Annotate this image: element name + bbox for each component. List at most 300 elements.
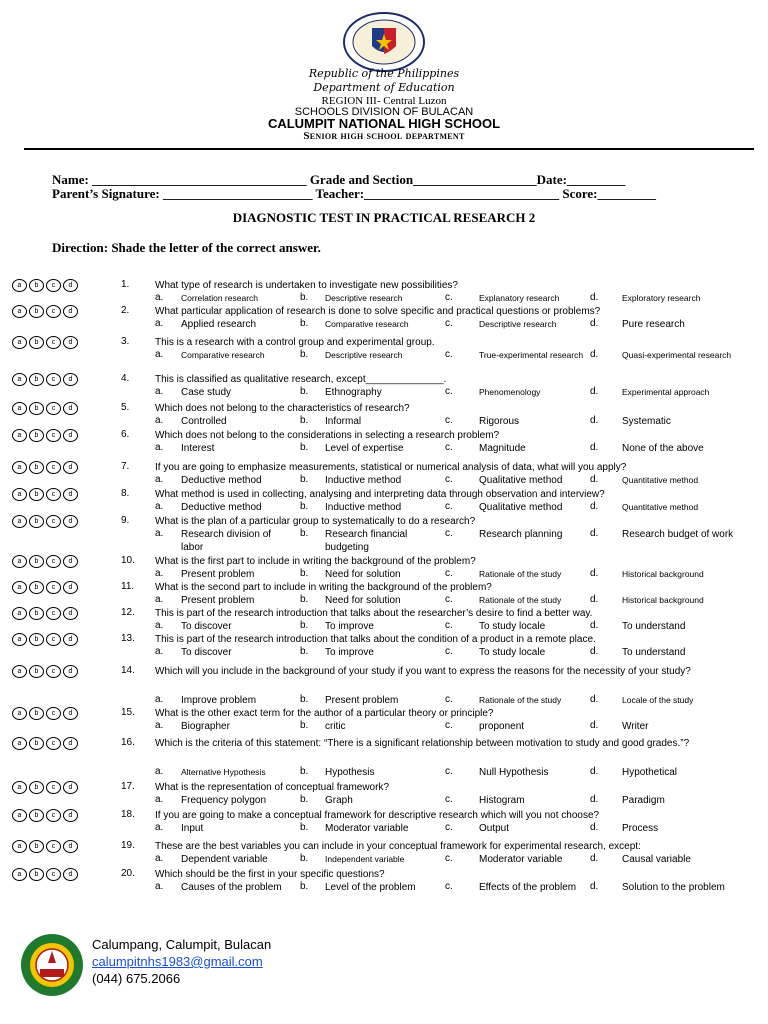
question-number: 8. (121, 488, 130, 499)
question-number: 18. (121, 809, 135, 820)
question-text: What is the representation of conceptual framework? (155, 782, 390, 793)
option-text: Applied research (181, 319, 257, 330)
option-text: Causes of the problem (181, 882, 282, 893)
answer-bubble-c[interactable]: c (46, 868, 61, 881)
option-letter: c. (445, 501, 453, 512)
option-text: Paradigm (622, 795, 665, 806)
option-letter: c. (445, 386, 453, 397)
answer-bubble-a[interactable]: a (12, 279, 27, 292)
option-text: Quantitative method (622, 502, 699, 512)
answer-bubble-d[interactable]: d (63, 809, 78, 822)
answer-bubbles (12, 461, 78, 474)
answer-bubble-b[interactable]: b (29, 461, 44, 474)
option-text: Explanatory research (479, 293, 560, 303)
answer-bubble-a[interactable]: a (12, 809, 27, 822)
question-text: These are the best variables you can include in your conceptual framework for experimental research, except: (155, 841, 641, 852)
option-letter: c. (445, 646, 453, 657)
answer-bubble-c[interactable]: c (46, 429, 61, 442)
page-header (0, 0, 768, 150)
option-letter: b. (300, 720, 309, 731)
answer-bubble-b[interactable]: b (29, 809, 44, 822)
option-text: proponent (479, 721, 525, 732)
answer-bubble-a[interactable]: a (12, 707, 27, 720)
option-letter: d. (590, 594, 599, 605)
option-letter: c. (445, 720, 453, 731)
answer-bubble-d[interactable]: d (63, 515, 78, 528)
option-text: Hypothesis (325, 767, 375, 778)
option-text: Interest (181, 443, 215, 454)
option-text: To understand (622, 621, 686, 632)
option-letter: d. (590, 528, 599, 539)
answer-bubbles (12, 607, 78, 620)
answer-bubbles (12, 665, 78, 678)
answer-bubble-b[interactable]: b (29, 665, 44, 678)
answer-bubble-b[interactable]: b (29, 279, 44, 292)
answer-bubble-c[interactable]: c (46, 515, 61, 528)
option-letter: d. (590, 442, 599, 453)
option-text: Deductive method (181, 475, 262, 486)
question-text: Which does not belong to the characteristics of research? (155, 403, 410, 414)
option-letter: c. (445, 292, 453, 303)
option-letter: c. (445, 794, 453, 805)
header-school-name: CALUMPIT NATIONAL HIGH SCHOOL (267, 116, 501, 131)
option-text: Present problem (325, 695, 399, 706)
answer-bubble-d[interactable]: d (63, 607, 78, 620)
option-text: Biographer (181, 721, 230, 732)
footer-phone: (044) 675.2066 (92, 971, 181, 986)
option-letter: a. (155, 568, 164, 579)
answer-bubbles (12, 429, 78, 442)
option-letter: a. (155, 620, 164, 631)
question-number: 14. (121, 665, 135, 676)
answer-bubble-d[interactable]: d (63, 707, 78, 720)
answer-bubble-c[interactable]: c (46, 305, 61, 318)
option-text: Locale of the study (622, 695, 694, 705)
option-letter: c. (445, 528, 453, 539)
answer-bubble-c[interactable]: c (46, 373, 61, 386)
option-text: Need for solution (325, 569, 401, 580)
answer-bubble-a[interactable]: a (12, 737, 27, 750)
option-letter: a. (155, 318, 164, 329)
question-number: 17. (121, 781, 135, 792)
option-text: Writer (622, 721, 649, 732)
option-text: To study locale (479, 621, 546, 632)
question-number: 6. (121, 429, 130, 440)
option-letter: a. (155, 881, 164, 892)
option-letter: b. (300, 528, 309, 539)
option-letter: d. (590, 720, 599, 731)
answer-bubble-b[interactable]: b (29, 840, 44, 853)
option-text: Moderator variable (479, 854, 563, 865)
option-text: Research planning (479, 529, 563, 540)
answer-bubble-d[interactable]: d (63, 429, 78, 442)
answer-bubble-d[interactable]: d (63, 373, 78, 386)
option-text: To improve (325, 621, 374, 632)
option-letter: c. (445, 594, 453, 605)
answer-bubble-a[interactable]: a (12, 555, 27, 568)
answer-bubble-c[interactable]: c (46, 737, 61, 750)
option-text: Frequency polygon (181, 795, 267, 806)
option-text: Causal variable (622, 854, 691, 865)
option-letter: c. (445, 318, 453, 329)
question-number: 15. (121, 707, 135, 718)
option-text: Rationale of the study (479, 595, 562, 605)
option-letter: a. (155, 386, 164, 397)
header-division: SCHOOLS DIVISION OF BULACAN (294, 106, 474, 118)
option-text: To improve (325, 647, 374, 658)
option-letter: d. (590, 474, 599, 485)
answer-bubble-b[interactable]: b (29, 373, 44, 386)
option-letter: c. (445, 474, 453, 485)
answer-bubble-d[interactable]: d (63, 633, 78, 646)
option-letter: b. (300, 349, 309, 360)
option-letter: b. (300, 415, 309, 426)
answer-bubble-d[interactable]: d (63, 402, 78, 415)
option-text: Magnitude (479, 443, 526, 454)
option-letter: b. (300, 568, 309, 579)
answer-bubble-b[interactable]: b (29, 868, 44, 881)
option-letter: d. (590, 853, 599, 864)
question-number: 7. (121, 461, 130, 472)
answer-bubble-d[interactable]: d (63, 665, 78, 678)
page-footer (0, 925, 768, 1024)
question-text: Which is the criteria of this statement: “There is a significant relationship between motivation to study and good grades.”? (155, 738, 690, 749)
answer-bubbles (12, 373, 78, 386)
option-text: Case study (181, 387, 232, 398)
answer-bubble-b[interactable]: b (29, 737, 44, 750)
option-letter: d. (590, 415, 599, 426)
answer-bubble-b[interactable]: b (29, 336, 44, 349)
option-text: Alternative Hypothesis (181, 767, 266, 777)
answer-bubble-a[interactable]: a (12, 402, 27, 415)
option-text: Pure research (622, 319, 685, 330)
answer-bubbles (12, 336, 78, 349)
footer-email-link[interactable]: calumpitnhs1983@gmail.com (92, 954, 263, 969)
answer-bubbles (12, 707, 78, 720)
answer-bubble-c[interactable]: c (46, 402, 61, 415)
answer-bubble-a[interactable]: a (12, 515, 27, 528)
option-letter: c. (445, 568, 453, 579)
option-text: Historical background (622, 595, 704, 605)
answer-bubble-d[interactable]: d (63, 336, 78, 349)
answer-bubbles (12, 305, 78, 318)
option-letter: b. (300, 853, 309, 864)
answer-bubble-c[interactable]: c (46, 607, 61, 620)
option-text: Independent variable (325, 854, 405, 864)
option-text: Informal (325, 416, 362, 427)
option-text: Level of the problem (325, 882, 416, 893)
option-text: Rationale of the study (479, 569, 562, 579)
option-text: To understand (622, 647, 686, 658)
option-text: Solution to the problem (622, 882, 725, 893)
option-letter: b. (300, 386, 309, 397)
question-text: If you are going to make a conceptual framework for descriptive research which will you not choose? (155, 810, 600, 821)
option-text: Present problem (181, 595, 255, 606)
option-text: Quasi-experimental research (622, 350, 732, 360)
option-letter: b. (300, 881, 309, 892)
option-letter: d. (590, 694, 599, 705)
answer-bubble-d[interactable]: d (63, 868, 78, 881)
answer-bubble-d[interactable]: d (63, 279, 78, 292)
option-letter: d. (590, 646, 599, 657)
question-number: 12. (121, 607, 135, 618)
question-text: Which will you include in the background of your study if you want to express the reasons for the necessity of your study? (155, 666, 691, 677)
option-letter: c. (445, 766, 453, 777)
answer-bubbles (12, 809, 78, 822)
answer-bubble-c[interactable]: c (46, 781, 61, 794)
answer-bubble-a[interactable]: a (12, 607, 27, 620)
option-text: Experimental approach (622, 387, 710, 397)
answer-bubble-b[interactable]: b (29, 429, 44, 442)
answer-bubble-c[interactable]: c (46, 461, 61, 474)
option-letter: d. (590, 881, 599, 892)
option-letter: c. (445, 881, 453, 892)
question-number: 1. (121, 279, 130, 290)
answer-bubble-b[interactable]: b (29, 305, 44, 318)
option-letter: a. (155, 474, 164, 485)
answer-bubble-c[interactable]: c (46, 809, 61, 822)
option-letter: c. (445, 442, 453, 453)
option-text: Inductive method (325, 475, 402, 486)
school-logo (20, 933, 84, 997)
option-text: Systematic (622, 416, 671, 427)
option-letter: a. (155, 528, 164, 539)
question-number: 13. (121, 633, 135, 644)
answer-bubble-b[interactable]: b (29, 581, 44, 594)
question-text: Which does not belong to the considerations in selecting a research problem? (155, 430, 500, 441)
question-text: What is the first part to include in writing the background of the problem? (155, 556, 476, 567)
answer-bubble-d[interactable]: d (63, 461, 78, 474)
answer-bubble-a[interactable]: a (12, 633, 27, 646)
answer-bubble-d[interactable]: d (63, 305, 78, 318)
option-text: Deductive method (181, 502, 262, 513)
option-text: Hypothetical (622, 767, 678, 778)
form-row-name: Name: _________________________________ Grade and Section___________________Date:_________ (52, 172, 626, 187)
option-text: Research division of labor (181, 529, 272, 553)
option-text: Output (479, 823, 510, 834)
answer-bubbles (12, 555, 78, 568)
question-text: What type of research is undertaken to investigate new possibilities? (155, 280, 458, 291)
answer-bubble-a[interactable]: a (12, 461, 27, 474)
question-number: 10. (121, 555, 135, 566)
header-region: REGION III- Central Luzon (321, 95, 447, 107)
question-number: 11. (121, 581, 135, 592)
option-text: Input (181, 823, 204, 834)
answer-bubble-c[interactable]: c (46, 707, 61, 720)
option-text: None of the above (622, 443, 704, 454)
question-number: 3. (121, 336, 130, 347)
option-text: Comparative research (325, 319, 409, 329)
answer-bubble-a[interactable]: a (12, 336, 27, 349)
answer-bubble-b[interactable]: b (29, 633, 44, 646)
answer-bubble-d[interactable]: d (63, 840, 78, 853)
option-letter: d. (590, 568, 599, 579)
answer-bubble-c[interactable]: c (46, 633, 61, 646)
header-department-name: Senior high school department (303, 130, 465, 142)
option-letter: a. (155, 794, 164, 805)
answer-bubble-c[interactable]: c (46, 279, 61, 292)
option-letter: c. (445, 349, 453, 360)
deped-seal-logo (343, 12, 425, 72)
answer-bubble-a[interactable]: a (12, 868, 27, 881)
option-letter: c. (445, 822, 453, 833)
answer-bubble-d[interactable]: d (63, 555, 78, 568)
option-letter: b. (300, 646, 309, 657)
answer-bubble-a[interactable]: a (12, 488, 27, 501)
header-divider (24, 148, 754, 150)
question-number: 9. (121, 515, 130, 526)
option-text: Exploratory research (622, 293, 701, 303)
option-text: Historical background (622, 569, 704, 579)
option-text: Quantitative method (622, 475, 699, 485)
answer-bubble-d[interactable]: d (63, 581, 78, 594)
answer-bubbles (12, 515, 78, 528)
option-text: Null Hypothesis (479, 767, 549, 778)
question-text: What is the plan of a particular group to systematically to do a research? (155, 516, 476, 527)
question-text: What particular application of research is done to solve specific and practical questions or problems? (155, 306, 601, 317)
answer-bubble-a[interactable]: a (12, 840, 27, 853)
answer-bubbles (12, 737, 78, 750)
answer-bubbles (12, 868, 78, 881)
option-text: Descriptive research (479, 319, 557, 329)
question-text: If you are going to emphasize measurements, statistical or numerical analysis of data, what will you apply? (155, 462, 627, 473)
option-text: Rationale of the study (479, 695, 562, 705)
answer-bubble-b[interactable]: b (29, 402, 44, 415)
option-letter: c. (445, 415, 453, 426)
answer-bubble-a[interactable]: a (12, 581, 27, 594)
answer-bubble-c[interactable]: c (46, 555, 61, 568)
answer-bubbles (12, 402, 78, 415)
option-letter: a. (155, 853, 164, 864)
question-number: 4. (121, 373, 130, 384)
question-text: This is classified as qualitative research, except______________. (155, 374, 447, 385)
option-letter: b. (300, 442, 309, 453)
option-letter: a. (155, 594, 164, 605)
answer-bubble-b[interactable]: b (29, 607, 44, 620)
option-text: Inductive method (325, 502, 402, 513)
option-letter: b. (300, 474, 309, 485)
option-letter: b. (300, 822, 309, 833)
answer-bubbles (12, 781, 78, 794)
question-number: 5. (121, 402, 130, 413)
answer-bubble-c[interactable]: c (46, 665, 61, 678)
option-letter: d. (590, 822, 599, 833)
answer-bubble-a[interactable]: a (12, 373, 27, 386)
header-republic: Republic of the Philippines (308, 67, 460, 80)
answer-bubbles (12, 633, 78, 646)
answer-bubble-a[interactable]: a (12, 781, 27, 794)
answer-bubbles (12, 488, 78, 501)
option-letter: d. (590, 386, 599, 397)
answer-bubble-d[interactable]: d (63, 737, 78, 750)
option-text: Research budget of work (622, 529, 734, 540)
option-text: Phenomenology (479, 387, 541, 397)
answer-bubble-b[interactable]: b (29, 515, 44, 528)
option-letter: a. (155, 415, 164, 426)
option-letter: b. (300, 694, 309, 705)
answer-bubble-c[interactable]: c (46, 488, 61, 501)
option-text: Moderator variable (325, 823, 409, 834)
option-letter: d. (590, 292, 599, 303)
option-letter: d. (590, 766, 599, 777)
answer-bubbles (12, 279, 78, 292)
option-letter: d. (590, 620, 599, 631)
option-text: Dependent variable (181, 854, 268, 865)
option-letter: d. (590, 501, 599, 512)
question-number: 16. (121, 737, 135, 748)
answer-bubble-a[interactable]: a (12, 665, 27, 678)
option-letter: c. (445, 853, 453, 864)
answer-bubble-b[interactable]: b (29, 488, 44, 501)
option-letter: a. (155, 442, 164, 453)
option-letter: b. (300, 794, 309, 805)
option-letter: b. (300, 292, 309, 303)
option-text: Level of expertise (325, 443, 404, 454)
option-letter: b. (300, 620, 309, 631)
option-text: Present problem (181, 569, 255, 580)
option-letter: c. (445, 620, 453, 631)
option-text: Qualitative method (479, 502, 563, 513)
option-letter: d. (590, 349, 599, 360)
answer-bubble-a[interactable]: a (12, 429, 27, 442)
option-letter: a. (155, 822, 164, 833)
option-text: Ethnography (325, 387, 382, 398)
option-text: Rigorous (479, 416, 520, 427)
answer-bubble-b[interactable]: b (29, 707, 44, 720)
option-text: Need for solution (325, 595, 401, 606)
option-text: Comparative research (181, 350, 265, 360)
option-text: To discover (181, 621, 232, 632)
question-text: This is a research with a control group and experimental group. (155, 337, 435, 348)
answer-bubble-c[interactable]: c (46, 336, 61, 349)
option-text: To study locale (479, 647, 546, 658)
option-text: Correlation research (181, 293, 259, 303)
option-text: Graph (325, 795, 353, 806)
answer-bubble-a[interactable]: a (12, 305, 27, 318)
answer-bubbles (12, 581, 78, 594)
option-letter: a. (155, 694, 164, 705)
option-letter: a. (155, 501, 164, 512)
question-text: This is part of the research introduction that talks about the condition of a product in a remote place. (155, 634, 596, 645)
option-text: Qualitative method (479, 475, 563, 486)
header-department: Department of Education (313, 81, 455, 94)
answer-bubble-b[interactable]: b (29, 555, 44, 568)
option-text: Controlled (181, 416, 227, 427)
answer-bubble-c[interactable]: c (46, 840, 61, 853)
option-text: critic (325, 721, 346, 732)
question-text: This is part of the research introduction that talks about the researcher’s desire to find a better way. (155, 608, 593, 619)
answer-bubble-d[interactable]: d (63, 488, 78, 501)
option-letter: a. (155, 349, 164, 360)
option-text: Descriptive research (325, 350, 403, 360)
question-text: What is the other exact term for the author of a particular theory or principle? (155, 708, 494, 719)
option-letter: a. (155, 766, 164, 777)
answer-bubble-c[interactable]: c (46, 581, 61, 594)
question-number: 20. (121, 868, 135, 879)
option-text: Improve problem (181, 695, 257, 706)
form-row-signature: Parent’s Signature: _______________________ Teacher:______________________________ Score:_________ (52, 186, 656, 201)
option-letter: a. (155, 720, 164, 731)
option-text: To discover (181, 647, 232, 658)
question-text: What is the second part to include in writing the background of the problem? (155, 582, 492, 593)
question-text: What method is used in collecting, analysing and interpreting data through observation and interview? (155, 489, 605, 500)
answer-bubble-b[interactable]: b (29, 781, 44, 794)
option-letter: b. (300, 501, 309, 512)
option-letter: a. (155, 292, 164, 303)
answer-bubble-d[interactable]: d (63, 781, 78, 794)
option-letter: b. (300, 766, 309, 777)
option-letter: b. (300, 594, 309, 605)
